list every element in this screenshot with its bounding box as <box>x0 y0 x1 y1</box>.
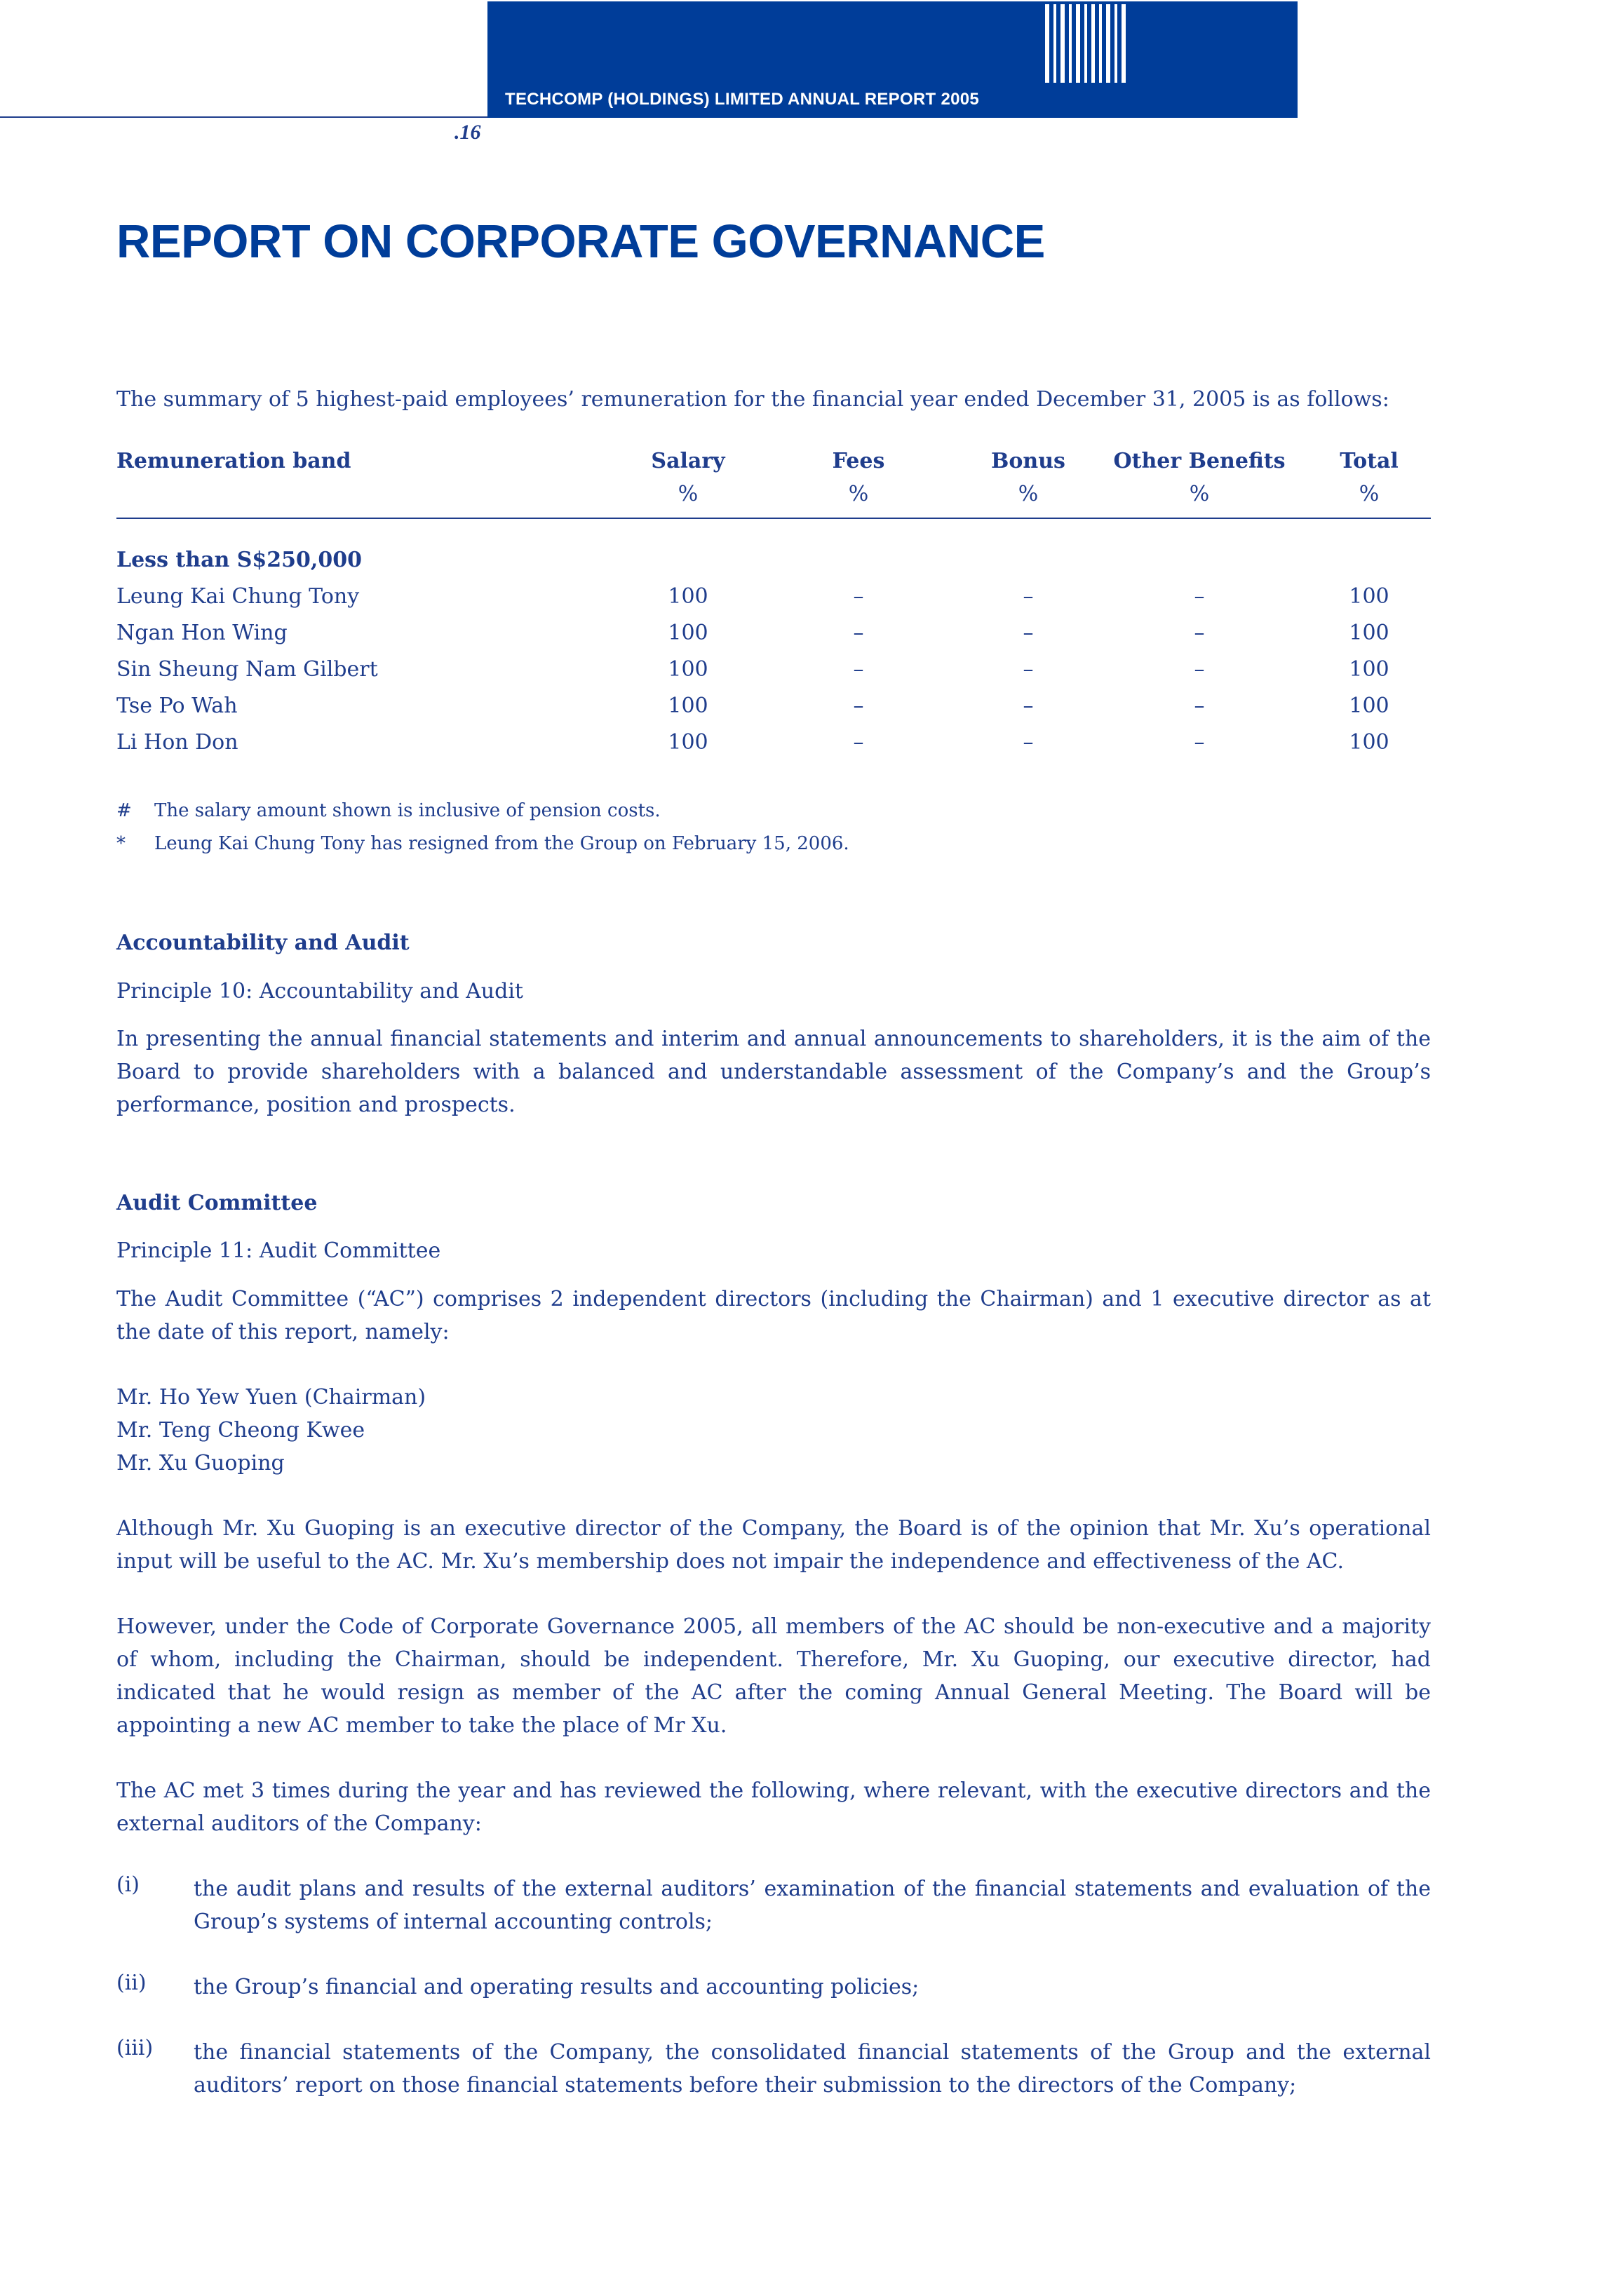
row-fees: – <box>853 657 864 682</box>
list-item: the audit plans and results of the external auditors’ examination of the financial statements and evaluation of the Group’s systems of internal accounting controls; <box>194 1877 1431 1934</box>
list-item-marker: (ii) <box>116 1971 147 1995</box>
list-item: the Group’s financial and operating results and accounting policies; <box>194 1975 920 1999</box>
col-header-bonus: Bonus <box>991 449 1065 473</box>
row-other-benefits: – <box>1194 694 1205 718</box>
audit-committee-intro: The Audit Committee (“AC”) comprises 2 independent directors (including the Chairman) and 1 executive director as at the date of this report, namely: <box>116 1287 1431 1344</box>
report-header-title: TECHCOMP (HOLDINGS) LIMITED ANNUAL REPORT 2005 <box>505 90 980 109</box>
principle-10: Principle 10: Accountability and Audit <box>116 979 523 1004</box>
row-salary: 100 <box>668 730 708 755</box>
row-salary: 100 <box>668 657 708 682</box>
row-salary: 100 <box>668 621 708 645</box>
row-fees: – <box>853 694 864 718</box>
committee-member: Mr. Ho Yew Yuen (Chairman) <box>116 1385 426 1410</box>
header-rule <box>0 116 487 118</box>
committee-member: Mr. Xu Guoping <box>116 1451 285 1475</box>
row-salary: 100 <box>668 694 708 718</box>
col-header-other-benefits: Other Benefits <box>1113 449 1286 473</box>
row-total: 100 <box>1349 657 1389 682</box>
note-text: The salary amount shown is inclusive of pension costs. <box>154 800 661 821</box>
audit-committee-para-1: Although Mr. Xu Guoping is an executive director of the Company, the Board is of the opinion that Mr. Xu’s operational input will be useful to the AC. Mr. Xu’s membership does not impair the independence and effectiveness of the AC. <box>116 1516 1431 1574</box>
list-item-marker: (iii) <box>116 2036 154 2060</box>
page-number: .16 <box>454 121 481 144</box>
row-fees: – <box>853 621 864 645</box>
header-band <box>487 1 1298 118</box>
row-name: Leung Kai Chung Tony <box>116 584 360 609</box>
audit-committee-para-2: However, under the Code of Corporate Governance 2005, all members of the AC should be non-executive and a majority of whom, including the Chairman, should be independent. Therefore, Mr. Xu Guoping, our executive director, had indicated that he would resign as member of the AC after the coming Annual General Meeting. The Board will be appointing a new AC member to take the place of Mr Xu. <box>116 1614 1431 1738</box>
row-name: Ngan Hon Wing <box>116 621 288 645</box>
intro-text: The summary of 5 highest-paid employees’ remuneration for the financial year ended December 31, 2005 is as follows: <box>116 387 1389 412</box>
row-bonus: – <box>1023 694 1034 718</box>
row-salary: 100 <box>668 584 708 609</box>
row-total: 100 <box>1349 584 1389 609</box>
row-fees: – <box>853 730 864 755</box>
section-heading-accountability: Accountability and Audit <box>116 931 410 955</box>
col-header-fees: Fees <box>832 449 885 473</box>
unit-other-benefits: % <box>1189 482 1210 506</box>
row-fees: – <box>853 584 864 609</box>
row-bonus: – <box>1023 621 1034 645</box>
page-title: REPORT ON CORPORATE GOVERNANCE <box>116 215 1045 268</box>
barcode-icon <box>1045 4 1129 83</box>
row-total: 100 <box>1349 694 1389 718</box>
row-total: 100 <box>1349 730 1389 755</box>
row-name: Sin Sheung Nam Gilbert <box>116 657 378 682</box>
row-total: 100 <box>1349 621 1389 645</box>
row-other-benefits: – <box>1194 657 1205 682</box>
table-divider <box>116 518 1431 519</box>
audit-committee-para-3: The AC met 3 times during the year and has reviewed the following, where relevant, with the executive directors and the external auditors of the Company: <box>116 1778 1431 1836</box>
col-header-salary: Salary <box>651 449 725 473</box>
accountability-body: In presenting the annual financial statements and interim and annual announcements to shareholders, it is the aim of the Board to provide shareholders with a balanced and understandable assessment of the Company’s and the Group’s performance, position and prospects. <box>116 1027 1431 1117</box>
col-header-total: Total <box>1340 449 1399 473</box>
section-heading-audit-committee: Audit Committee <box>116 1191 318 1215</box>
row-name: Tse Po Wah <box>116 694 238 718</box>
note-mark: * <box>116 833 126 854</box>
unit-salary: % <box>678 482 699 506</box>
unit-fees: % <box>848 482 869 506</box>
unit-total: % <box>1359 482 1380 506</box>
band-label: Less than S$250,000 <box>116 548 362 572</box>
col-header-band: Remuneration band <box>116 449 351 473</box>
row-bonus: – <box>1023 584 1034 609</box>
row-other-benefits: – <box>1194 584 1205 609</box>
row-other-benefits: – <box>1194 730 1205 755</box>
note-mark: # <box>116 800 132 821</box>
row-bonus: – <box>1023 657 1034 682</box>
unit-bonus: % <box>1018 482 1039 506</box>
committee-member: Mr. Teng Cheong Kwee <box>116 1418 365 1443</box>
note-text: Leung Kai Chung Tony has resigned from the Group on February 15, 2006. <box>154 833 849 854</box>
row-bonus: – <box>1023 730 1034 755</box>
row-name: Li Hon Don <box>116 730 238 755</box>
row-other-benefits: – <box>1194 621 1205 645</box>
list-item: the financial statements of the Company, the consolidated financial statements of the Group and the external auditors’ report on those financial statements before their submission to the directors of the Company; <box>194 2040 1431 2098</box>
principle-11: Principle 11: Audit Committee <box>116 1238 441 1263</box>
list-item-marker: (i) <box>116 1872 140 1897</box>
